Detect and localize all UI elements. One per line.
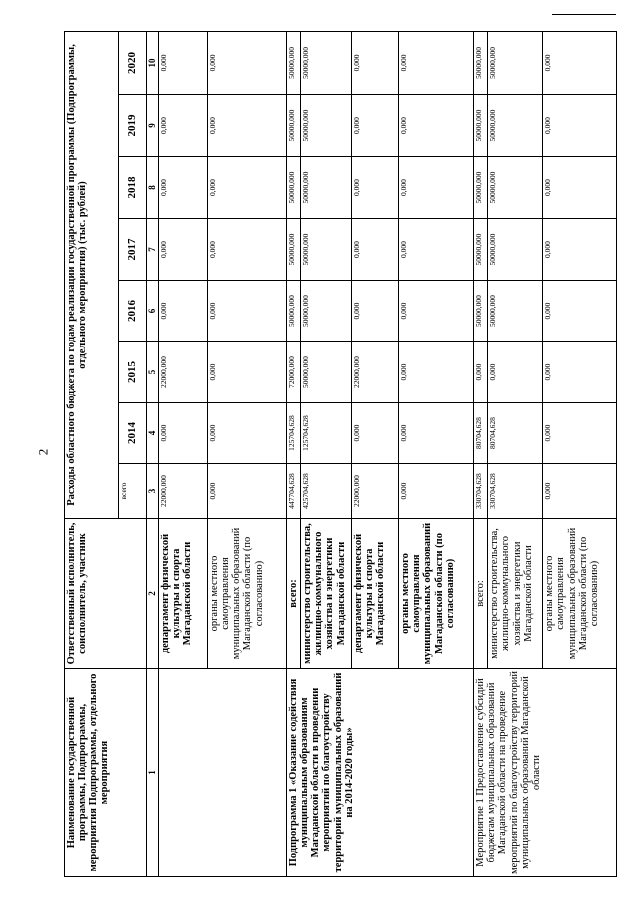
value-total: 0,000 xyxy=(208,464,287,519)
value-2018: 0,000 xyxy=(159,157,208,219)
row-executor: департамент физической культуры и спорта Магаданской области xyxy=(159,519,208,669)
row-executor: органы местного самоуправления муниципальных образований Магаданской области (по согласованию) xyxy=(543,519,617,669)
header-year-2015: 2015 xyxy=(119,342,147,403)
value-total: 447704,628 xyxy=(287,464,301,519)
value-2017: 0,000 xyxy=(208,219,287,281)
index-cell: 9 xyxy=(147,95,159,157)
value-2015: 22000,000 xyxy=(352,342,399,403)
value-2014: 0,000 xyxy=(352,403,399,464)
value-2019: 0,000 xyxy=(352,95,399,157)
value-total: 0,000 xyxy=(399,464,474,519)
page-number: 2 xyxy=(35,448,51,456)
row-executor: органы местного самоуправления муниципальных образований Магаданской области (по согласованию) xyxy=(208,519,287,669)
value-2019: 50000,000 xyxy=(474,95,488,157)
value-2017: 0,000 xyxy=(352,219,399,281)
index-row xyxy=(147,31,159,876)
index-cell: 7 xyxy=(147,219,159,281)
value-2016: 0,000 xyxy=(543,281,617,342)
header-year-2018: 2018 xyxy=(119,157,147,219)
value-total: 330704,628 xyxy=(488,464,543,519)
value-2014: 125704,628 xyxy=(287,403,301,464)
value-2014: 80704,628 xyxy=(488,403,543,464)
header-expenses: Расходы областного бюджета по годам реализации государственной программы (Подпрограммы, отдельного мероприятия) (тыс. рублей) xyxy=(65,31,119,518)
value-2015: 50000,000 xyxy=(301,342,352,403)
value-total: 22000,000 xyxy=(159,464,208,519)
value-2019: 50000,000 xyxy=(301,95,352,157)
row-executor: всего: xyxy=(474,519,488,669)
value-2020: 0,000 xyxy=(159,31,208,94)
value-2016: 50000,000 xyxy=(287,281,301,342)
index-cell: 1 xyxy=(147,669,159,877)
row-executor: департамент физической культуры и спорта Магаданской области xyxy=(352,519,399,669)
header-total: всего xyxy=(119,464,147,519)
header-executor: Ответственный исполнитель, соисполнитель, участник xyxy=(65,519,147,669)
value-2015: 0,000 xyxy=(208,342,287,403)
value-2018: 0,000 xyxy=(352,157,399,219)
value-2020: 0,000 xyxy=(543,31,617,94)
row-executor: министерство строительства, жилищно-коммунального хозяйства и энергетики Магаданской области xyxy=(301,519,352,669)
value-2020: 50000,000 xyxy=(474,31,488,94)
value-2014: 0,000 xyxy=(159,403,208,464)
value-2016: 0,000 xyxy=(399,281,474,342)
value-2015: 0,000 xyxy=(488,342,543,403)
header-year-2014: 2014 xyxy=(119,403,147,464)
value-total: 425704,628 xyxy=(301,464,352,519)
row-name xyxy=(159,669,287,877)
value-2014: 125704,628 xyxy=(301,403,352,464)
value-2014: 0,000 xyxy=(399,403,474,464)
value-2019: 0,000 xyxy=(399,95,474,157)
value-2019: 0,000 xyxy=(159,95,208,157)
value-2020: 50000,000 xyxy=(301,31,352,94)
index-cell: 8 xyxy=(147,157,159,219)
index-cell: 5 xyxy=(147,342,159,403)
value-2020: 50000,000 xyxy=(287,31,301,94)
header-year-2016: 2016 xyxy=(119,281,147,342)
header-year-2019: 2019 xyxy=(119,95,147,157)
measure-name: Мероприятие 1 Предоставление субсидий бюджетам муниципальных образований Магаданской области на проведение мероприятий по благоустройству территорий муниципальных образований Магаданской области xyxy=(474,669,617,877)
top-rule xyxy=(552,14,616,15)
row-executor: министерство строительства, жилищно-коммунального хозяйства и энергетики Магаданской области xyxy=(488,519,543,669)
value-2015: 0,000 xyxy=(543,342,617,403)
value-2017: 50000,000 xyxy=(474,219,488,281)
value-2016: 0,000 xyxy=(159,281,208,342)
subprogram-name: Подпрограмма 1 «Оказание содействия муниципальным образованиям Магаданской области в проведении мероприятий по благоустройству территорий муниципальных образований на 2014-2020 годы» xyxy=(287,669,474,877)
value-2014: 0,000 xyxy=(543,403,617,464)
value-2020: 0,000 xyxy=(352,31,399,94)
value-2018: 50000,000 xyxy=(488,157,543,219)
value-2018: 0,000 xyxy=(543,157,617,219)
value-2016: 0,000 xyxy=(352,281,399,342)
value-2014: 0,000 xyxy=(208,403,287,464)
value-2018: 50000,000 xyxy=(287,157,301,219)
rotated-document xyxy=(64,32,616,877)
index-cell: 2 xyxy=(147,519,159,669)
table-row xyxy=(159,31,208,876)
value-total: 330704,628 xyxy=(474,464,488,519)
index-cell: 10 xyxy=(147,31,159,94)
table-row xyxy=(287,31,301,876)
row-executor: всего: xyxy=(287,519,301,669)
header-year-2020: 2020 xyxy=(119,31,147,94)
value-2015: 72000,000 xyxy=(287,342,301,403)
table-row xyxy=(474,31,488,876)
value-2016: 50000,000 xyxy=(474,281,488,342)
value-2016: 50000,000 xyxy=(488,281,543,342)
value-2014: 80704,628 xyxy=(474,403,488,464)
value-2018: 50000,000 xyxy=(474,157,488,219)
value-2018: 0,000 xyxy=(399,157,474,219)
value-2017: 50000,000 xyxy=(287,219,301,281)
value-2019: 0,000 xyxy=(543,95,617,157)
index-cell: 6 xyxy=(147,281,159,342)
value-2017: 0,000 xyxy=(543,219,617,281)
header-year-2017: 2017 xyxy=(119,219,147,281)
value-2017: 50000,000 xyxy=(488,219,543,281)
index-cell: 3 xyxy=(147,464,159,519)
value-2016: 50000,000 xyxy=(301,281,352,342)
value-2018: 50000,000 xyxy=(301,157,352,219)
header-name: Наименование государственной программы, Подпрограммы, мероприятия Подпрограммы, отдельного мероприятия xyxy=(65,669,147,877)
value-2015: 22000,000 xyxy=(159,342,208,403)
value-2015: 0,000 xyxy=(474,342,488,403)
budget-table xyxy=(64,31,617,877)
row-executor: органы местного самоуправления муниципальных образований Магаданской области (по согласованию) xyxy=(399,519,474,669)
value-2017: 50000,000 xyxy=(301,219,352,281)
value-2019: 50000,000 xyxy=(488,95,543,157)
value-2018: 0,000 xyxy=(208,157,287,219)
value-2020: 0,000 xyxy=(399,31,474,94)
value-2016: 0,000 xyxy=(208,281,287,342)
value-total: 22000,000 xyxy=(352,464,399,519)
value-2015: 0,000 xyxy=(399,342,474,403)
value-total: 0,000 xyxy=(543,464,617,519)
value-2020: 0,000 xyxy=(208,31,287,94)
value-2019: 0,000 xyxy=(208,95,287,157)
value-2017: 0,000 xyxy=(159,219,208,281)
value-2019: 50000,000 xyxy=(287,95,301,157)
index-cell: 4 xyxy=(147,403,159,464)
value-2020: 50000,000 xyxy=(488,31,543,94)
value-2017: 0,000 xyxy=(399,219,474,281)
